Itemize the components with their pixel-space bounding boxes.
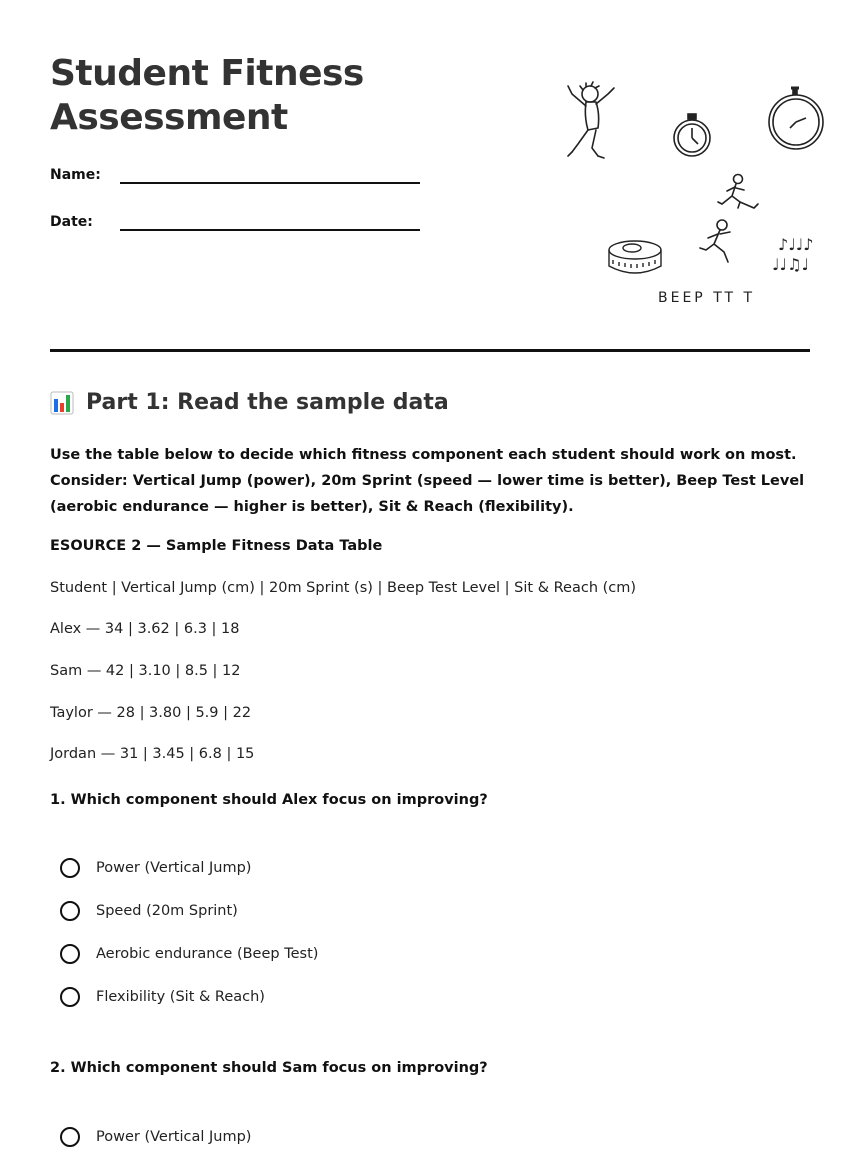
stopwatch-icon — [674, 114, 710, 156]
question-2: 2. Which component should Sam focus on improving? — [50, 1060, 488, 1076]
beep-caption: BEEP TT T — [658, 290, 756, 306]
date-label: Date: — [50, 214, 93, 230]
name-label: Name: — [50, 167, 101, 183]
radio-button[interactable] — [60, 944, 80, 964]
section-heading — [50, 390, 449, 415]
page-title: Student Fitness Assessment — [50, 53, 364, 138]
running-child-icon — [700, 220, 730, 262]
date-line[interactable] — [120, 229, 420, 231]
music-notes-icon — [772, 235, 814, 274]
radio-button[interactable] — [60, 987, 80, 1007]
svg-text:♪♩♩♪: ♪♩♩♪ — [778, 235, 814, 254]
table-row: Alex — 34 | 3.62 | 6.3 | 18 — [50, 621, 240, 637]
radio-button[interactable] — [60, 1127, 80, 1147]
option-label: Power (Vertical Jump) — [96, 1129, 252, 1145]
running-child-icon — [718, 175, 758, 209]
name-field[interactable] — [50, 167, 420, 197]
table-row: Jordan — 31 | 3.45 | 6.8 | 15 — [50, 746, 255, 762]
option-label: Power (Vertical Jump) — [96, 860, 252, 876]
resource-title: ESOURCE 2 — Sample Fitness Data Table — [50, 538, 383, 554]
option-label: Aerobic endurance (Beep Test) — [96, 946, 319, 962]
table-header: Student | Vertical Jump (cm) | 20m Sprint (s) | Beep Test Level | Sit & Reach (cm) — [50, 580, 637, 596]
q1-option-power[interactable] — [60, 855, 251, 881]
svg-text:♩♩♫♩: ♩♩♫♩ — [772, 255, 809, 274]
option-label: Speed (20m Sprint) — [96, 903, 238, 919]
q1-option-flexibility[interactable] — [60, 984, 265, 1010]
table-row: Taylor — 28 | 3.80 | 5.9 | 22 — [50, 705, 252, 721]
bar-chart-icon — [50, 391, 74, 415]
fitness-illustration — [550, 80, 814, 315]
q2-option-power[interactable] — [60, 1124, 251, 1150]
name-line[interactable] — [120, 182, 420, 184]
date-field[interactable] — [50, 214, 420, 244]
radio-button[interactable] — [60, 901, 80, 921]
question-1: 1. Which component should Alex focus on improving? — [50, 792, 488, 808]
option-label: Flexibility (Sit & Reach) — [96, 989, 265, 1005]
q1-option-speed[interactable] — [60, 898, 238, 924]
tape-measure-icon — [609, 241, 661, 273]
q1-option-aerobic[interactable] — [60, 941, 318, 967]
section-heading-text: Part 1: Read the sample data — [86, 390, 449, 415]
radio-button[interactable] — [60, 858, 80, 878]
table-row: Sam — 42 | 3.10 | 8.5 | 12 — [50, 663, 241, 679]
clock-icon — [769, 88, 823, 149]
instructions: Use the table below to decide which fitness component each student should work on most. Consider: Vertical Jump (power), 20m Sprint (speed — lower time is better), Beep Test Level (aerobic endurance — higher is better), Sit & Reach (flexibility). — [50, 447, 805, 515]
jumping-child-icon — [568, 82, 614, 158]
divider — [50, 349, 810, 352]
